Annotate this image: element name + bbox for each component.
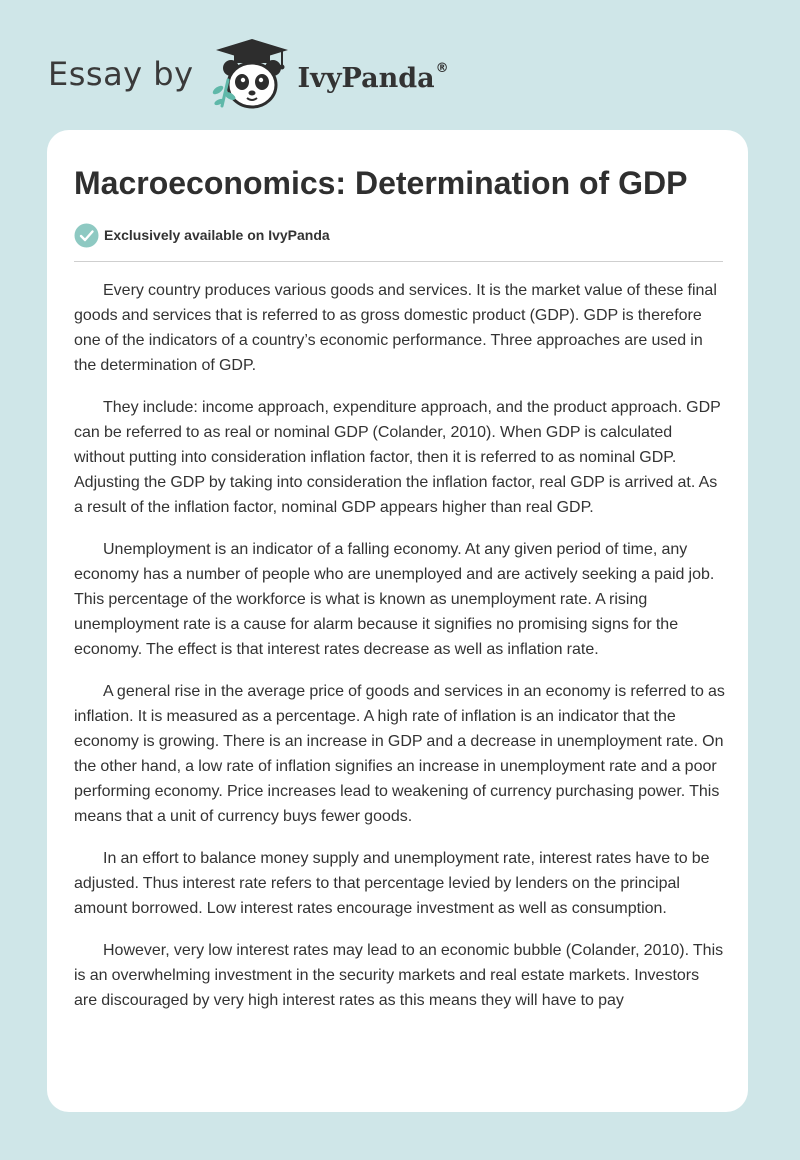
essay-body [74,278,726,1030]
paragraph: However, very low interest rates may lead to an economic bubble (Colander, 2010). This is an overwhelming investment in the security markets and real estate markets. Investors are discouraged by very high interest rates as this means they will have to pay [74,942,724,1009]
registered-mark: ® [435,60,449,76]
paragraph: In an effort to balance money supply and unemployment rate, interest rates have to be adjusted. Thus interest rate refers to that percentage levied by lenders on the principal amount borrowed. Low interest rates encourage investment as well as consumption. [74,850,710,917]
panda-mascot-icon [208,36,296,112]
brand-name-text: IvyPanda [297,62,435,94]
exclusive-badge [74,222,330,248]
paragraph: Every country produces various goods and services. It is the market value of these final goods and services that is referred to as gross domestic product (GDP). GDP is therefore one of the indicators of a country’s economic performance. Three approaches are used in the determination of GDP. [74,282,717,374]
essay-card [47,130,748,1112]
paragraph: Unemployment is an indicator of a falling economy. At any given period of time, any economy has a number of people who are unemployed and are actively seeking a paid job. This percentage of the workforce is what is known as unemployment rate. A rising unemployment rate is a cause for alarm because it signifies no promising signs for the economy. The effect is that interest rates decrease as well as inflation rate. [74,541,715,658]
check-circle-icon [74,223,99,248]
paragraph: They include: income approach, expenditure approach, and the product approach. GDP can be referred to as real or nominal GDP (Colander, 2010). When GDP is calculated without putting into consideration inflation factor, then it is referred to as nominal GDP. Adjusting the GDP by taking into consideration the inflation factor, real GDP is arrived at. As a result of the inflation factor, nominal GDP appears higher than real GDP. [74,399,721,516]
brand-prefix: Essay by [48,55,194,93]
brand-name [297,60,449,94]
paragraph: A general rise in the average price of goods and services in an economy is referred to as inflation. It is measured as a percentage. A high rate of inflation is an indicator that the economy is growing. There is an increase in GDP and a decrease in unemployment rate. On the other hand, a low rate of inflation signifies an increase in unemployment rate and a poor performing economy. Price increases lead to weakening of currency purchasing power. This means that a unit of currency buys fewer goods. [74,683,725,825]
divider [74,261,723,262]
page-title: Macroeconomics: Determination of GDP [74,165,688,201]
brand-header[interactable] [48,36,449,112]
exclusive-label: Exclusively available on IvyPanda [104,227,330,243]
